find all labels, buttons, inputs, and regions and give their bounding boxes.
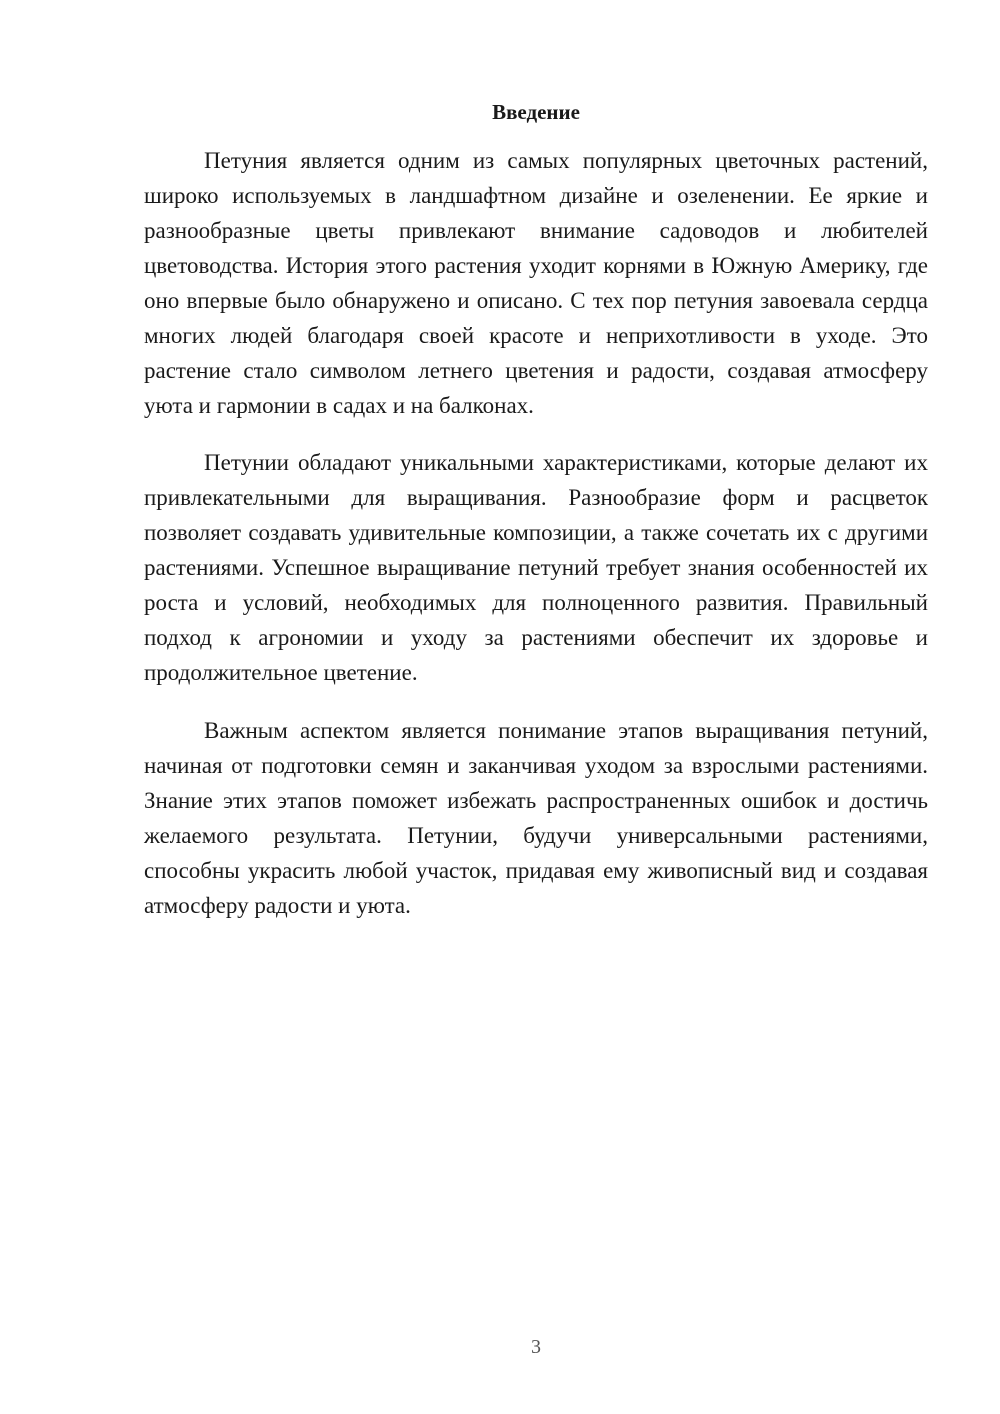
paragraph-3: Важным аспектом является понимание этапов выращивания петуний, начиная от подготовки семян и заканчивая уходом за взрослыми растениями. Знание этих этапов поможет избежать распространенных ошибок и достичь желаемого результата. Петунии, будучи универсальными растениями, способны украсить любой участок, придавая ему живописный вид и создавая атмосферу радости и уюта. <box>144 718 928 918</box>
page-number: 3 <box>531 1336 541 1358</box>
section-heading: Введение <box>492 100 580 124</box>
paragraph-2: Петунии обладают уникальными характеристиками, которые делают их привлекательными для выращивания. Разнообразие форм и расцветок позволяет создавать удивительные композиции, а также сочетать их с другими растениями. Успешное выращивание петуний требует знания особенностей их роста и условий, необходимых для полноценного развития. Правильный подход к агрономии и уходу за растениями обеспечит их здоровье и продолжительное цветение. <box>144 450 928 685</box>
paragraph-1: Петуния является одним из самых популярных цветочных растений, широко используемых в ландшафтном дизайне и озеленении. Ее яркие и разнообразные цветы привлекают внимание садоводов и любителей цветоводства. История этого растения уходит корнями в Южную Америку, где оно впервые было обнаружено и описано. С тех пор петуния завоевала сердца многих людей благодаря своей красоте и неприхотливости в уходе. Это растение стало символом летнего цветения и радости, создавая атмосферу уюта и гармонии в садах и на балконах. <box>144 148 928 418</box>
